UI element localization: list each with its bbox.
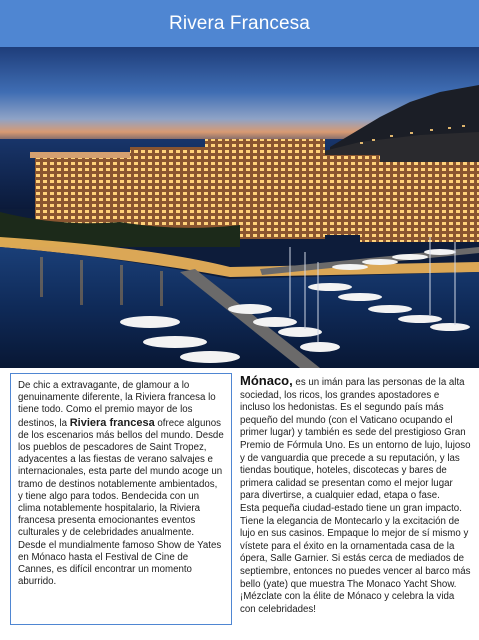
intro-text-part1: De chic a extravagante, de glamour a lo genuinamente diferente, la Riviera francesa lo tiene todo. Como el premio mayor de los destinos, la — [18, 380, 216, 429]
monaco-paragraph-1-text: es un imán para las personas de la alta sociedad, los ricos, los grandes apostadores e incluso los hedonistas. Es el segundo país más pequeño del mundo (con el Vaticano ocupando el primer lugar) y también es sede del prestigioso Gran Premio de Fórmula Uno. Es un entorno de lujo, lujoso y de vanguardia que precede a su reputación, y las tiendas boutique, hoteles, discotecas y bares de primera calidad se presentan como el mejor lugar para divertirse, a cualquier edad, etapa o fase. — [240, 377, 471, 502]
intro-highlight: Riviera francesa — [69, 416, 155, 429]
intro-text — [18, 380, 224, 588]
intro-text-part2: ofrece algunos de los escenarios más bellos del mundo. Desde los pueblos de pescadores de Saint Tropez, adyacentes a las fiestas de verano salvajes e internacionales, esta parte del mundo acoge un tramo de destinos notablemente ambientados, y tiene algo para todos. Bendecida con un clima notablemente hospitalario, la Riviera francesa presenta emocionantes eventos culturales y de celebridades anualmente. Desde el mundialmente famoso Show de Yates en Mónaco hasta el Festival de Cine de Cannes, es difícil encontrar un momento aburrido. — [18, 417, 224, 588]
monaco-harbor-night-photo — [0, 47, 479, 368]
hero-image — [0, 47, 479, 368]
monaco-paragraph-2: Esta pequeña ciudad-estado tiene un gran impacto. Tiene la elegancia de Montecarlo y la excitación de lujo en sus casinos. Empaque lo mejor de sí mismo y vístete para el éxito en la ornamentada casa de la ópera, Salle Garnier. Si estás cerca de mediados de septiembre, entonces no puedes vencer al barco más bello (yate) que muestra The Monaco Yacht Show. ¡Mézclate con la élite de Mónaco y celebra la vida con celebridades! — [240, 502, 471, 615]
monaco-paragraph-1 — [240, 375, 472, 503]
monaco-section — [240, 375, 472, 630]
header-bar — [0, 0, 479, 47]
monaco-lead: Mónaco, — [240, 373, 293, 388]
intro-box — [10, 373, 232, 625]
page-title: Rivera Francesa — [169, 12, 310, 34]
